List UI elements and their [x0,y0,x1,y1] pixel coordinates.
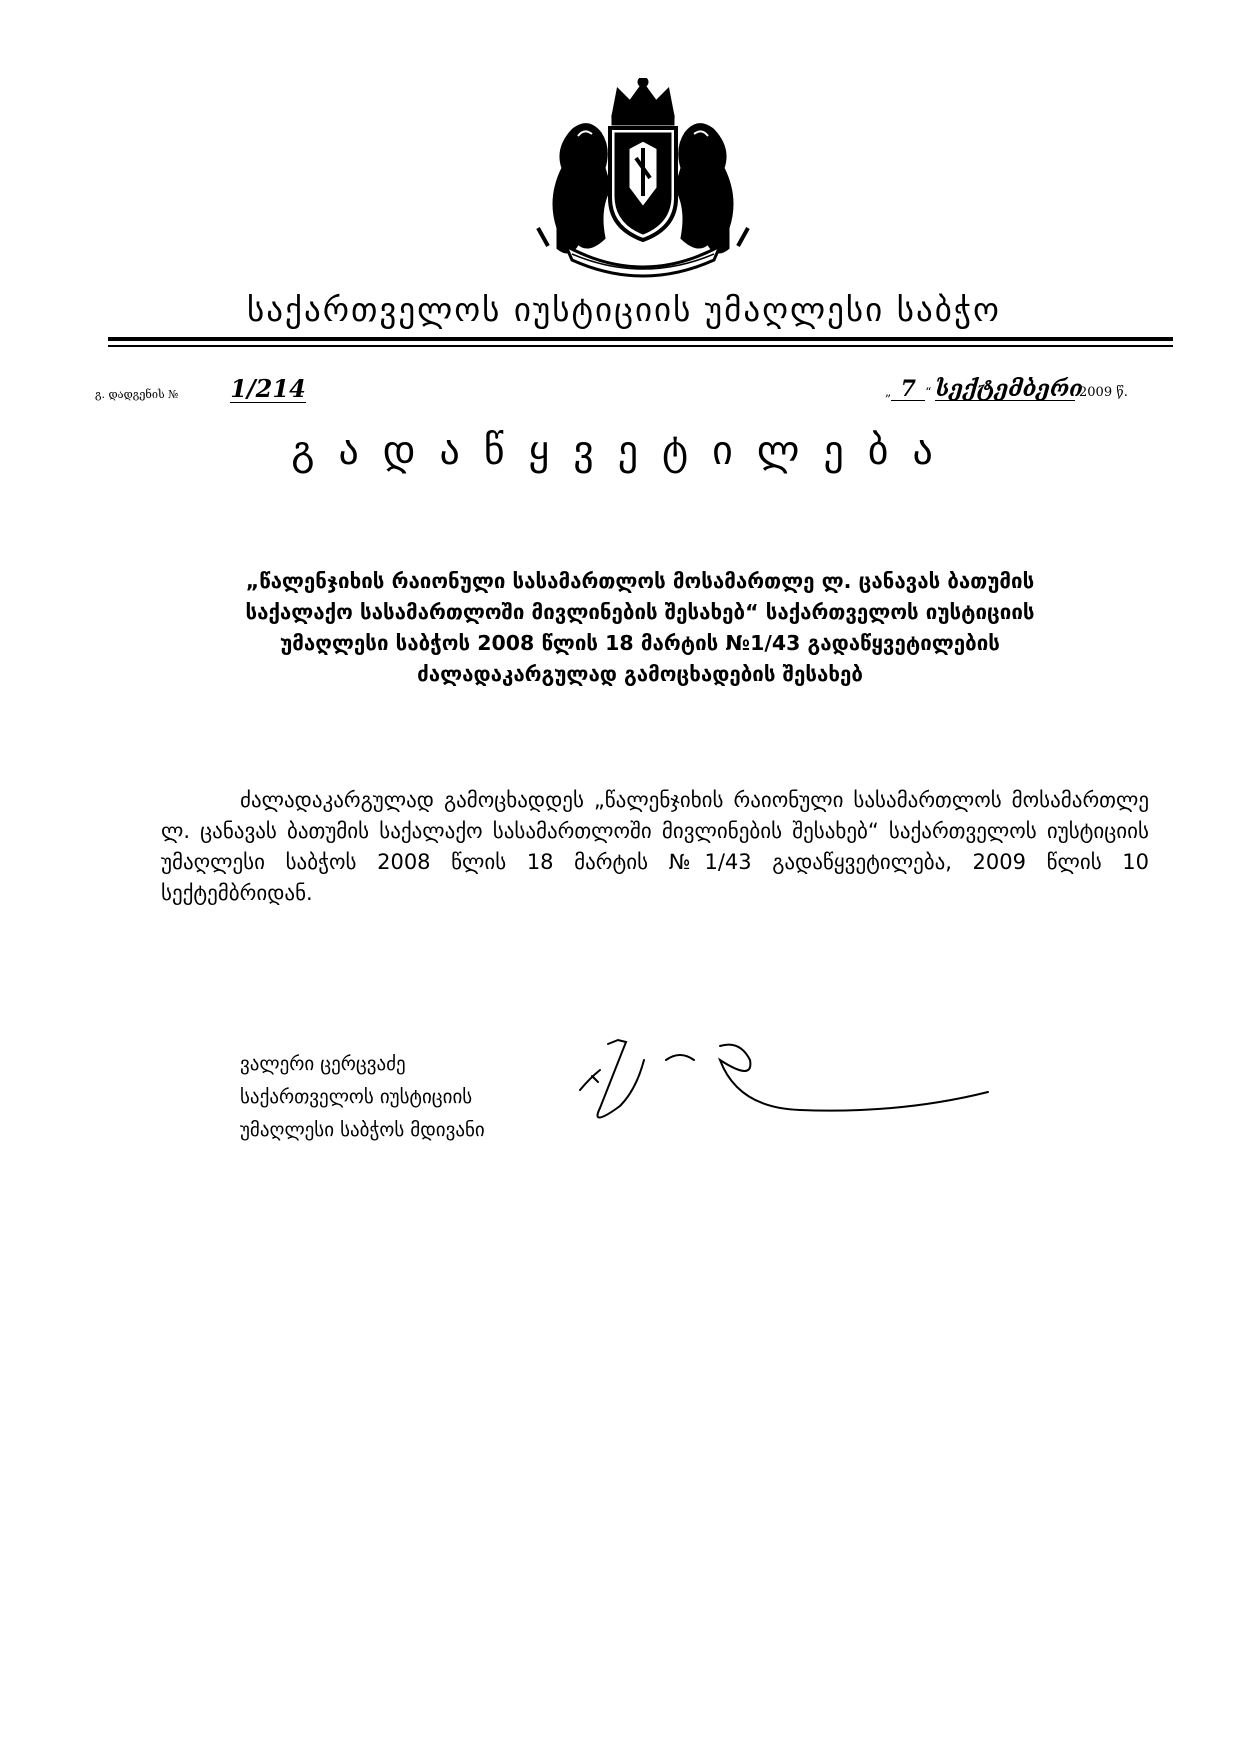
decision-date: „ 7 “ სექტემბერი 2009 წ. [885,376,1128,402]
date-month: სექტემბერი [935,376,1083,402]
decision-number-label: გ. დადგენის № [95,388,179,401]
date-year: 2009 წ. [1079,385,1128,400]
coat-of-arms-emblem [518,78,768,282]
signatory-position-line2: უმაღლესი საბჭოს მდივანი [240,1119,485,1141]
decision-body: ძალადაკარგულად გამოცხადდეს „წალენჯიხის რაიონული სასამართლოს მოსამართლე ლ. ცანავას ბათუმის საქალაქო სასამართლოში მივლინების შესახებ“ საქართველოს იუსტიციის უმაღლესი საბჭოს 2008 წლის 18 მარტის №1/43 გადაწყვეტილება, 2009 წლის 10 სექტემბრიდან. [161,788,1149,905]
handwritten-signature [570,1030,1000,1130]
date-day: 7 [891,378,925,401]
signatory-name: ვალერი ცერცვაძე [240,1053,406,1075]
organization-title: საქართველოს იუსტიციის უმაღლესი საბჭო [247,290,1001,329]
header-rule-thin [108,345,1173,347]
document-type-heading: გადაწყვეტილება [291,428,957,474]
decision-subject: „წალენჯიხის რაიონული სასამართლოს მოსამართლე ლ. ცანავას ბათუმის საქალაქო სასამართლოში მივლინების შესახებ“ საქართველოს იუსტიციის უმაღლესი საბჭოს 2008 წლის 18 მარტის №1/43 გადაწყვეტილების ძალადაკარგულად გამოცხადების შესახებ [245,569,1035,686]
signatory-position-line1: საქართველოს იუსტიციის [240,1086,473,1108]
header-rule-thick [108,337,1173,341]
signatory-block [240,1048,485,1147]
decision-number-value: 1/214 [230,374,306,403]
